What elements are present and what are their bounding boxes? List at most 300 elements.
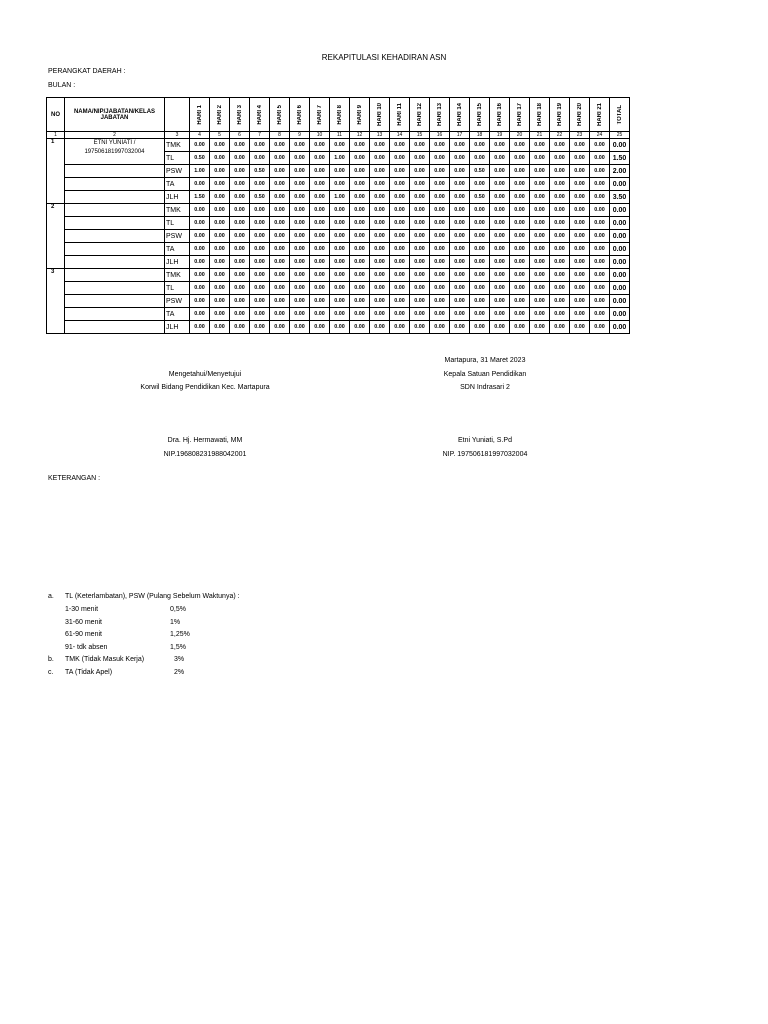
day-value: 0.00 (470, 269, 490, 282)
day-value: 0.00 (330, 308, 350, 321)
day-value: 0.00 (230, 191, 250, 204)
day-value: 0.00 (270, 230, 290, 243)
day-value: 0.00 (550, 256, 570, 269)
day-value: 0.00 (210, 230, 230, 243)
day-value: 0.00 (290, 230, 310, 243)
day-value: 0.00 (450, 256, 470, 269)
day-value: 0.50 (190, 152, 210, 165)
day-value: 0.00 (510, 217, 530, 230)
employee-name-cell (65, 230, 165, 243)
day-value: 1.00 (190, 165, 210, 178)
day-value: 0.00 (590, 269, 610, 282)
day-value: 0.00 (590, 152, 610, 165)
day-value: 0.00 (210, 165, 230, 178)
table-row (47, 230, 630, 243)
day-value: 0.00 (370, 178, 390, 191)
table-row (47, 217, 630, 230)
approver-position: Korwil Bidang Pendidikan Kec. Martapura (140, 384, 270, 391)
day-value: 0.00 (550, 152, 570, 165)
day-value: 0.00 (190, 243, 210, 256)
range-value: 1,5% (170, 643, 186, 651)
category-label: TMK (165, 269, 190, 282)
day-value: 0.00 (530, 321, 550, 334)
day-value: 0.00 (190, 321, 210, 334)
day-header: HARI 21 (590, 98, 610, 132)
day-value: 0.00 (230, 269, 250, 282)
column-number: 18 (470, 132, 490, 139)
day-value: 0.00 (390, 178, 410, 191)
day-value: 0.00 (250, 217, 270, 230)
day-value: 0.00 (370, 139, 390, 152)
day-value: 0.00 (410, 243, 430, 256)
employee-name-cell (65, 295, 165, 308)
day-value: 0.00 (290, 204, 310, 217)
day-value: 0.00 (550, 269, 570, 282)
day-value: 0.00 (470, 152, 490, 165)
day-value: 0.00 (290, 152, 310, 165)
approver-caption: Mengetahui/Menyetujui (168, 371, 242, 378)
day-value: 0.00 (530, 282, 550, 295)
day-value: 0.00 (290, 282, 310, 295)
day-value: 0.00 (430, 269, 450, 282)
day-value: 0.00 (430, 191, 450, 204)
category-label: TL (165, 217, 190, 230)
day-value: 0.00 (370, 282, 390, 295)
day-value: 0.00 (250, 282, 270, 295)
col-category-header (165, 98, 190, 132)
day-value: 0.00 (230, 295, 250, 308)
day-value: 0.00 (370, 165, 390, 178)
day-value: 0.00 (230, 178, 250, 191)
day-value: 0.00 (390, 321, 410, 334)
day-value: 0.00 (310, 295, 330, 308)
category-label: PSW (165, 230, 190, 243)
day-value: 0.00 (510, 230, 530, 243)
day-value: 0.00 (370, 321, 390, 334)
day-value: 0.00 (590, 217, 610, 230)
day-value: 0.00 (590, 230, 610, 243)
day-value: 0.00 (250, 152, 270, 165)
day-value: 0.00 (230, 139, 250, 152)
day-value: 0.00 (550, 321, 570, 334)
day-value: 0.00 (430, 204, 450, 217)
day-value: 0.00 (350, 269, 370, 282)
day-value: 0.00 (510, 295, 530, 308)
day-value: 0.00 (490, 243, 510, 256)
day-value: 0.00 (310, 139, 330, 152)
day-value: 0.50 (250, 191, 270, 204)
row-total: 0.00 (610, 321, 630, 334)
column-number: 2 (65, 132, 165, 139)
perangkat-daerah-label: PERANGKAT DAERAH : (48, 68, 126, 75)
day-value: 0.00 (210, 191, 230, 204)
day-value: 0.00 (570, 269, 590, 282)
row-total: 3.50 (610, 191, 630, 204)
table-row (47, 165, 630, 178)
day-value: 0.00 (450, 152, 470, 165)
table-row (47, 321, 630, 334)
employee-name-cell (65, 204, 165, 217)
day-header: HARI 5 (270, 98, 290, 132)
day-value: 0.00 (390, 282, 410, 295)
day-value: 0.00 (350, 191, 370, 204)
day-header: HARI 6 (290, 98, 310, 132)
day-value: 0.00 (590, 139, 610, 152)
row-total: 0.00 (610, 295, 630, 308)
day-value: 0.00 (490, 321, 510, 334)
day-value: 0.00 (450, 243, 470, 256)
day-value: 0.00 (410, 269, 430, 282)
day-value: 0.00 (530, 152, 550, 165)
day-value: 0.00 (210, 282, 230, 295)
day-value: 0.00 (230, 243, 250, 256)
day-value: 0.00 (290, 295, 310, 308)
day-value: 0.00 (390, 191, 410, 204)
day-value: 0.00 (270, 191, 290, 204)
day-value: 0.00 (470, 204, 490, 217)
table-row (47, 282, 630, 295)
day-value: 0.00 (270, 204, 290, 217)
day-value: 0.00 (450, 204, 470, 217)
day-value: 0.00 (350, 139, 370, 152)
day-value: 0.00 (590, 308, 610, 321)
day-value: 0.00 (370, 191, 390, 204)
day-value: 0.00 (390, 243, 410, 256)
day-value: 0.00 (310, 243, 330, 256)
day-value: 0.00 (570, 204, 590, 217)
day-value: 0.00 (430, 230, 450, 243)
day-value: 0.00 (450, 321, 470, 334)
table-row (47, 139, 630, 152)
employee-name-cell (65, 308, 165, 321)
day-value: 0.00 (470, 178, 490, 191)
day-value: 0.00 (590, 321, 610, 334)
day-value: 0.00 (250, 243, 270, 256)
row-total: 0.00 (610, 178, 630, 191)
day-value: 0.00 (370, 152, 390, 165)
category-label: TL (165, 152, 190, 165)
day-value: 0.00 (450, 139, 470, 152)
row-total: 0.00 (610, 139, 630, 152)
day-value: 0.00 (510, 243, 530, 256)
day-header: HARI 4 (250, 98, 270, 132)
day-value: 0.00 (310, 204, 330, 217)
day-value: 0.00 (450, 217, 470, 230)
day-value: 0.00 (390, 295, 410, 308)
column-number: 1 (47, 132, 65, 139)
note-a-text: TL (Keterlambatan), PSW (Pulang Sebelum Waktunya) : (65, 593, 240, 600)
head-nip: NIP. 197506181997032004 (442, 451, 528, 458)
day-value: 0.00 (510, 282, 530, 295)
day-value: 0.00 (270, 256, 290, 269)
day-value: 0.00 (590, 178, 610, 191)
employee-name-cell (65, 256, 165, 269)
day-value: 0.00 (210, 217, 230, 230)
day-header: HARI 10 (370, 98, 390, 132)
row-total: 2.00 (610, 165, 630, 178)
day-header: HARI 11 (390, 98, 410, 132)
day-value: 0.50 (470, 165, 490, 178)
day-value: 0.00 (490, 139, 510, 152)
category-label: JLH (165, 256, 190, 269)
column-number: 12 (350, 132, 370, 139)
day-value: 0.00 (250, 178, 270, 191)
employee-name-cell (65, 191, 165, 204)
day-value: 0.00 (510, 139, 530, 152)
day-value: 0.00 (290, 308, 310, 321)
day-value: 0.00 (590, 282, 610, 295)
day-header: HARI 2 (210, 98, 230, 132)
day-value: 0.00 (270, 152, 290, 165)
table-row (47, 269, 630, 282)
day-value: 0.00 (310, 230, 330, 243)
day-value: 0.00 (450, 282, 470, 295)
day-value: 0.00 (450, 295, 470, 308)
day-header: HARI 19 (550, 98, 570, 132)
row-total: 0.00 (610, 230, 630, 243)
day-value: 1.00 (330, 191, 350, 204)
day-value: 0.00 (370, 308, 390, 321)
day-value: 0.00 (430, 282, 450, 295)
day-value: 0.00 (550, 308, 570, 321)
day-value: 0.00 (430, 295, 450, 308)
day-value: 0.00 (230, 204, 250, 217)
employee-name-line: ETNI YUNIATI / (93, 140, 136, 146)
employee-name-line: 197506181997032004 (84, 149, 145, 155)
day-value: 0.00 (430, 217, 450, 230)
day-value: 0.00 (490, 178, 510, 191)
day-value: 0.00 (250, 321, 270, 334)
day-value: 0.00 (530, 269, 550, 282)
day-value: 0.00 (350, 282, 370, 295)
day-value: 0.00 (490, 295, 510, 308)
day-value: 0.00 (330, 139, 350, 152)
day-value: 0.00 (330, 217, 350, 230)
day-value: 0.00 (550, 191, 570, 204)
category-label: TA (165, 308, 190, 321)
day-value: 0.00 (470, 230, 490, 243)
row-total: 0.00 (610, 204, 630, 217)
head-name: Etni Yuniati, S.Pd (458, 437, 512, 444)
day-value: 0.00 (430, 243, 450, 256)
column-number: 4 (190, 132, 210, 139)
day-value: 0.00 (510, 152, 530, 165)
day-value: 0.00 (570, 321, 590, 334)
day-value: 0.00 (270, 139, 290, 152)
day-value: 0.00 (590, 243, 610, 256)
column-number: 6 (230, 132, 250, 139)
day-value: 0.00 (350, 243, 370, 256)
col-no-header: NO (47, 98, 65, 132)
day-value: 0.00 (410, 165, 430, 178)
day-header: HARI 13 (430, 98, 450, 132)
employee-name-cell (65, 165, 165, 178)
day-value: 0.00 (190, 230, 210, 243)
day-value: 0.00 (430, 321, 450, 334)
day-value: 0.00 (470, 321, 490, 334)
day-value: 0.00 (510, 256, 530, 269)
day-value: 0.00 (550, 178, 570, 191)
col-name-header: NAMA/NIP/JABATAN/KELAS JABATAN (65, 98, 165, 132)
bulan-label: BULAN : (48, 82, 76, 89)
table-row (47, 295, 630, 308)
category-label: TMK (165, 204, 190, 217)
day-value: 0.00 (590, 256, 610, 269)
day-value: 0.00 (450, 269, 470, 282)
day-value: 0.00 (490, 217, 510, 230)
day-value: 0.00 (550, 282, 570, 295)
day-value: 0.00 (470, 295, 490, 308)
day-value: 0.00 (190, 295, 210, 308)
employee-name-cell (65, 178, 165, 191)
day-value: 0.00 (250, 256, 270, 269)
day-value: 0.00 (510, 191, 530, 204)
day-value: 0.00 (410, 256, 430, 269)
day-value: 0.00 (370, 217, 390, 230)
day-value: 0.00 (410, 295, 430, 308)
category-label: PSW (165, 295, 190, 308)
day-value: 0.00 (570, 295, 590, 308)
day-value: 0.00 (530, 295, 550, 308)
day-value: 0.00 (370, 230, 390, 243)
day-header: HARI 1 (190, 98, 210, 132)
note-b-value: 3% (174, 656, 185, 663)
day-value: 1.00 (330, 152, 350, 165)
day-value: 0.00 (350, 152, 370, 165)
category-label: TA (165, 243, 190, 256)
day-header: HARI 16 (490, 98, 510, 132)
day-value: 0.00 (190, 139, 210, 152)
day-value: 0.00 (550, 243, 570, 256)
day-value: 0.00 (390, 256, 410, 269)
table-row (47, 308, 630, 321)
day-value: 0.00 (290, 191, 310, 204)
day-value: 0.00 (210, 295, 230, 308)
day-value: 0.00 (190, 178, 210, 191)
column-number: 21 (530, 132, 550, 139)
day-value: 0.00 (450, 178, 470, 191)
day-value: 0.00 (570, 191, 590, 204)
day-value: 0.00 (510, 204, 530, 217)
day-value: 0.00 (210, 256, 230, 269)
day-value: 0.00 (470, 243, 490, 256)
day-value: 0.00 (230, 217, 250, 230)
day-value: 0.00 (490, 269, 510, 282)
note-a-marker: a. (48, 593, 54, 600)
column-number: 3 (165, 132, 190, 139)
day-value: 0.00 (350, 217, 370, 230)
day-value: 0.00 (570, 243, 590, 256)
day-value: 0.00 (270, 178, 290, 191)
day-value: 0.00 (190, 256, 210, 269)
range-value: 1% (170, 618, 181, 626)
day-value: 0.00 (570, 217, 590, 230)
day-value: 0.00 (190, 308, 210, 321)
employee-name-cell (65, 282, 165, 295)
day-value: 0.00 (410, 230, 430, 243)
range-label: 31-60 menit (65, 618, 102, 626)
day-value: 0.00 (410, 178, 430, 191)
day-value: 0.00 (370, 269, 390, 282)
day-value: 0.00 (470, 217, 490, 230)
day-value: 0.00 (510, 165, 530, 178)
range-label: 61-90 menit (65, 631, 102, 638)
day-value: 0.00 (350, 165, 370, 178)
day-value: 0.00 (350, 178, 370, 191)
day-value: 0.00 (530, 256, 550, 269)
day-value: 0.00 (410, 204, 430, 217)
day-value: 0.00 (270, 269, 290, 282)
day-value: 0.00 (210, 204, 230, 217)
column-number: 17 (450, 132, 470, 139)
day-value: 0.00 (310, 191, 330, 204)
day-value: 0.00 (210, 152, 230, 165)
document-title: REKAPITULASI KEHADIRAN ASN (321, 53, 447, 62)
category-label: PSW (165, 165, 190, 178)
day-value: 0.00 (530, 243, 550, 256)
day-value: 0.00 (210, 178, 230, 191)
school-name: SDN Indrasari 2 (460, 384, 510, 391)
table-row (47, 204, 630, 217)
day-value: 0.00 (410, 139, 430, 152)
day-value: 0.00 (310, 217, 330, 230)
day-header: HARI 15 (470, 98, 490, 132)
day-value: 0.00 (430, 256, 450, 269)
day-value: 0.00 (370, 204, 390, 217)
day-value: 0.00 (570, 308, 590, 321)
day-value: 0.00 (290, 269, 310, 282)
day-value: 0.00 (430, 165, 450, 178)
day-value: 0.00 (310, 178, 330, 191)
column-number: 7 (250, 132, 270, 139)
day-value: 0.00 (190, 282, 210, 295)
day-value: 0.00 (530, 191, 550, 204)
day-value: 0.00 (330, 204, 350, 217)
day-value: 0.00 (490, 308, 510, 321)
day-value: 0.00 (590, 191, 610, 204)
day-value: 0.00 (430, 152, 450, 165)
day-value: 0.00 (270, 165, 290, 178)
day-value: 0.00 (310, 321, 330, 334)
day-value: 0.00 (390, 204, 410, 217)
day-value: 0.00 (390, 308, 410, 321)
day-value: 0.00 (290, 165, 310, 178)
day-header: HARI 8 (330, 98, 350, 132)
day-value: 0.00 (310, 165, 330, 178)
day-value: 0.50 (250, 165, 270, 178)
day-value: 0.00 (250, 139, 270, 152)
day-value: 0.00 (570, 178, 590, 191)
day-value: 0.00 (410, 321, 430, 334)
day-header: HARI 17 (510, 98, 530, 132)
day-value: 0.00 (250, 269, 270, 282)
table-row (47, 191, 630, 204)
range-label: 91- tdk absen (65, 643, 108, 651)
day-value: 0.00 (410, 191, 430, 204)
day-value: 0.00 (190, 269, 210, 282)
day-value: 0.00 (210, 139, 230, 152)
table-row (47, 243, 630, 256)
day-value: 0.00 (430, 308, 450, 321)
day-value: 0.00 (290, 321, 310, 334)
keterangan-label: KETERANGAN : (48, 475, 101, 482)
day-value: 0.00 (550, 295, 570, 308)
row-total: 0.00 (610, 256, 630, 269)
day-value: 0.00 (470, 282, 490, 295)
day-value: 0.00 (530, 178, 550, 191)
day-value: 0.00 (450, 165, 470, 178)
day-value: 0.00 (350, 204, 370, 217)
